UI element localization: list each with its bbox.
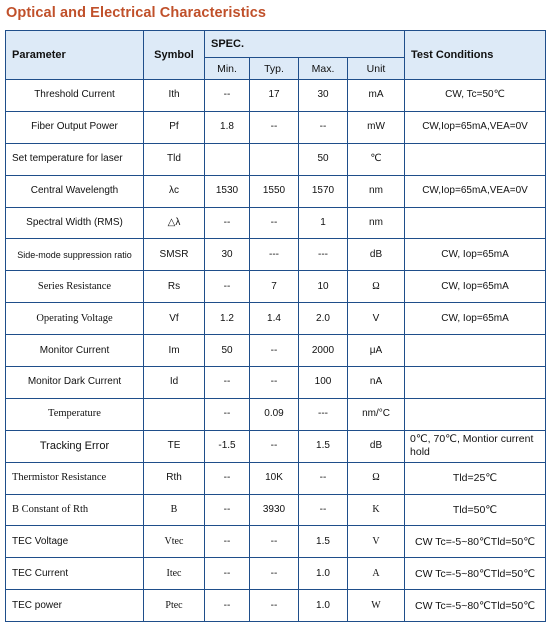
min-cell: -- — [205, 526, 250, 558]
unit-cell: K — [348, 494, 405, 526]
unit-cell: A — [348, 558, 405, 590]
table-row — [6, 303, 546, 335]
page-title: Optical and Electrical Characteristics — [6, 5, 267, 21]
table-row — [6, 335, 546, 367]
parameter-cell: B Constant of Rth — [6, 494, 144, 526]
typ-cell: -- — [250, 367, 299, 399]
max-cell: 10 — [299, 271, 348, 303]
parameter-cell: Side-mode suppression ratio — [6, 239, 144, 271]
symbol-cell: Ith — [144, 80, 205, 112]
max-cell: 1 — [299, 207, 348, 239]
condition-cell: CW,Iop=65mA,VEA=0V — [405, 175, 546, 207]
min-cell: 1530 — [205, 175, 250, 207]
table-row — [6, 526, 546, 558]
max-cell: 2000 — [299, 335, 348, 367]
symbol-cell: B — [144, 494, 205, 526]
min-cell — [205, 143, 250, 175]
max-cell: 1.5 — [299, 526, 348, 558]
condition-cell: Tld=25℃ — [405, 462, 546, 494]
max-cell: 1.5 — [299, 430, 348, 462]
symbol-cell: △λ — [144, 207, 205, 239]
typ-cell — [250, 143, 299, 175]
max-cell: -- — [299, 494, 348, 526]
typ-cell: 10K — [250, 462, 299, 494]
max-cell: --- — [299, 398, 348, 430]
parameter-cell: Central Wavelength — [6, 175, 144, 207]
min-cell: -- — [205, 80, 250, 112]
parameter-cell: TEC Current — [6, 558, 144, 590]
typ-cell: --- — [250, 239, 299, 271]
max-cell: 1.0 — [299, 558, 348, 590]
condition-cell: Tld=50℃ — [405, 494, 546, 526]
symbol-cell: Vtec — [144, 526, 205, 558]
parameter-cell: Spectral Width (RMS) — [6, 207, 144, 239]
symbol-cell: Tld — [144, 143, 205, 175]
table-row — [6, 175, 546, 207]
header-unit: Unit — [348, 58, 405, 80]
min-cell: -- — [205, 207, 250, 239]
condition-cell: CW, Iop=65mA — [405, 303, 546, 335]
parameter-cell: Set temperature for laser — [6, 143, 144, 175]
unit-cell: mW — [348, 111, 405, 143]
symbol-cell: Vf — [144, 303, 205, 335]
typ-cell: 1.4 — [250, 303, 299, 335]
condition-cell: 0℃, 70℃, Montior current hold — [405, 430, 546, 462]
unit-cell: nm/°C — [348, 398, 405, 430]
min-cell: -- — [205, 367, 250, 399]
min-cell: 30 — [205, 239, 250, 271]
min-cell: 1.2 — [205, 303, 250, 335]
max-cell: 100 — [299, 367, 348, 399]
table-row — [6, 143, 546, 175]
unit-cell: dB — [348, 430, 405, 462]
condition-cell — [405, 143, 546, 175]
typ-cell: -- — [250, 207, 299, 239]
unit-cell: mA — [348, 80, 405, 112]
table-row — [6, 111, 546, 143]
condition-cell — [405, 335, 546, 367]
max-cell: -- — [299, 111, 348, 143]
symbol-cell: Ptec — [144, 590, 205, 622]
condition-cell — [405, 398, 546, 430]
min-cell: 50 — [205, 335, 250, 367]
table-row — [6, 494, 546, 526]
header-spec: SPEC. — [205, 31, 405, 58]
header-typ: Typ. — [250, 58, 299, 80]
table-row — [6, 558, 546, 590]
parameter-cell: TEC power — [6, 590, 144, 622]
typ-cell: -- — [250, 430, 299, 462]
symbol-cell: λc — [144, 175, 205, 207]
parameter-cell: Monitor Dark Current — [6, 367, 144, 399]
header-parameter: Parameter — [6, 31, 144, 80]
symbol-cell: Itec — [144, 558, 205, 590]
max-cell: --- — [299, 239, 348, 271]
parameter-cell: Threshold Current — [6, 80, 144, 112]
unit-cell: V — [348, 526, 405, 558]
condition-cell: CW,Iop=65mA,VEA=0V — [405, 111, 546, 143]
min-cell: -- — [205, 462, 250, 494]
unit-cell: ℃ — [348, 143, 405, 175]
typ-cell: 0.09 — [250, 398, 299, 430]
header-min: Min. — [205, 58, 250, 80]
condition-cell: CW Tc=-5~80℃Tld=50℃ — [405, 526, 546, 558]
unit-cell: Ω — [348, 271, 405, 303]
table-row — [6, 590, 546, 622]
symbol-cell: Id — [144, 367, 205, 399]
table-row — [6, 271, 546, 303]
max-cell: 1570 — [299, 175, 348, 207]
unit-cell: μA — [348, 335, 405, 367]
symbol-cell: Rs — [144, 271, 205, 303]
condition-cell: CW Tc=-5~80℃Tld=50℃ — [405, 590, 546, 622]
typ-cell: 7 — [250, 271, 299, 303]
condition-cell: CW, Tc=50℃ — [405, 80, 546, 112]
condition-cell: CW, Iop=65mA — [405, 271, 546, 303]
max-cell: 1.0 — [299, 590, 348, 622]
typ-cell: 3930 — [250, 494, 299, 526]
table-row — [6, 398, 546, 430]
symbol-cell: Pf — [144, 111, 205, 143]
typ-cell: -- — [250, 590, 299, 622]
table-row — [6, 207, 546, 239]
unit-cell: nm — [348, 207, 405, 239]
min-cell: -1.5 — [205, 430, 250, 462]
typ-cell: -- — [250, 526, 299, 558]
unit-cell: nm — [348, 175, 405, 207]
min-cell: -- — [205, 494, 250, 526]
symbol-cell: TE — [144, 430, 205, 462]
typ-cell: -- — [250, 335, 299, 367]
characteristics-table — [5, 30, 546, 622]
condition-cell: CW Tc=-5~80℃Tld=50℃ — [405, 558, 546, 590]
unit-cell: nA — [348, 367, 405, 399]
max-cell: -- — [299, 462, 348, 494]
condition-cell: CW, Iop=65mA — [405, 239, 546, 271]
parameter-cell: Thermistor Resistance — [6, 462, 144, 494]
table-row — [6, 239, 546, 271]
parameter-cell: Fiber Output Power — [6, 111, 144, 143]
min-cell: -- — [205, 398, 250, 430]
max-cell: 30 — [299, 80, 348, 112]
header-max: Max. — [299, 58, 348, 80]
condition-cell — [405, 207, 546, 239]
header-symbol: Symbol — [144, 31, 205, 80]
typ-cell: -- — [250, 111, 299, 143]
table-row — [6, 367, 546, 399]
parameter-cell: Series Resistance — [6, 271, 144, 303]
symbol-cell — [144, 398, 205, 430]
symbol-cell: Im — [144, 335, 205, 367]
min-cell: 1.8 — [205, 111, 250, 143]
min-cell: -- — [205, 558, 250, 590]
unit-cell: Ω — [348, 462, 405, 494]
typ-cell: 1550 — [250, 175, 299, 207]
symbol-cell: SMSR — [144, 239, 205, 271]
max-cell: 2.0 — [299, 303, 348, 335]
typ-cell: 17 — [250, 80, 299, 112]
parameter-cell: Operating Voltage — [6, 303, 144, 335]
parameter-cell: Temperature — [6, 398, 144, 430]
typ-cell: -- — [250, 558, 299, 590]
header-test-conditions: Test Conditions — [405, 31, 546, 80]
parameter-cell: Tracking Error — [6, 430, 144, 462]
min-cell: -- — [205, 271, 250, 303]
table-row — [6, 80, 546, 112]
unit-cell: dB — [348, 239, 405, 271]
min-cell: -- — [205, 590, 250, 622]
table-row — [6, 462, 546, 494]
max-cell: 50 — [299, 143, 348, 175]
table-row — [6, 430, 546, 462]
unit-cell: W — [348, 590, 405, 622]
parameter-cell: Monitor Current — [6, 335, 144, 367]
unit-cell: V — [348, 303, 405, 335]
condition-cell — [405, 367, 546, 399]
symbol-cell: Rth — [144, 462, 205, 494]
parameter-cell: TEC Voltage — [6, 526, 144, 558]
